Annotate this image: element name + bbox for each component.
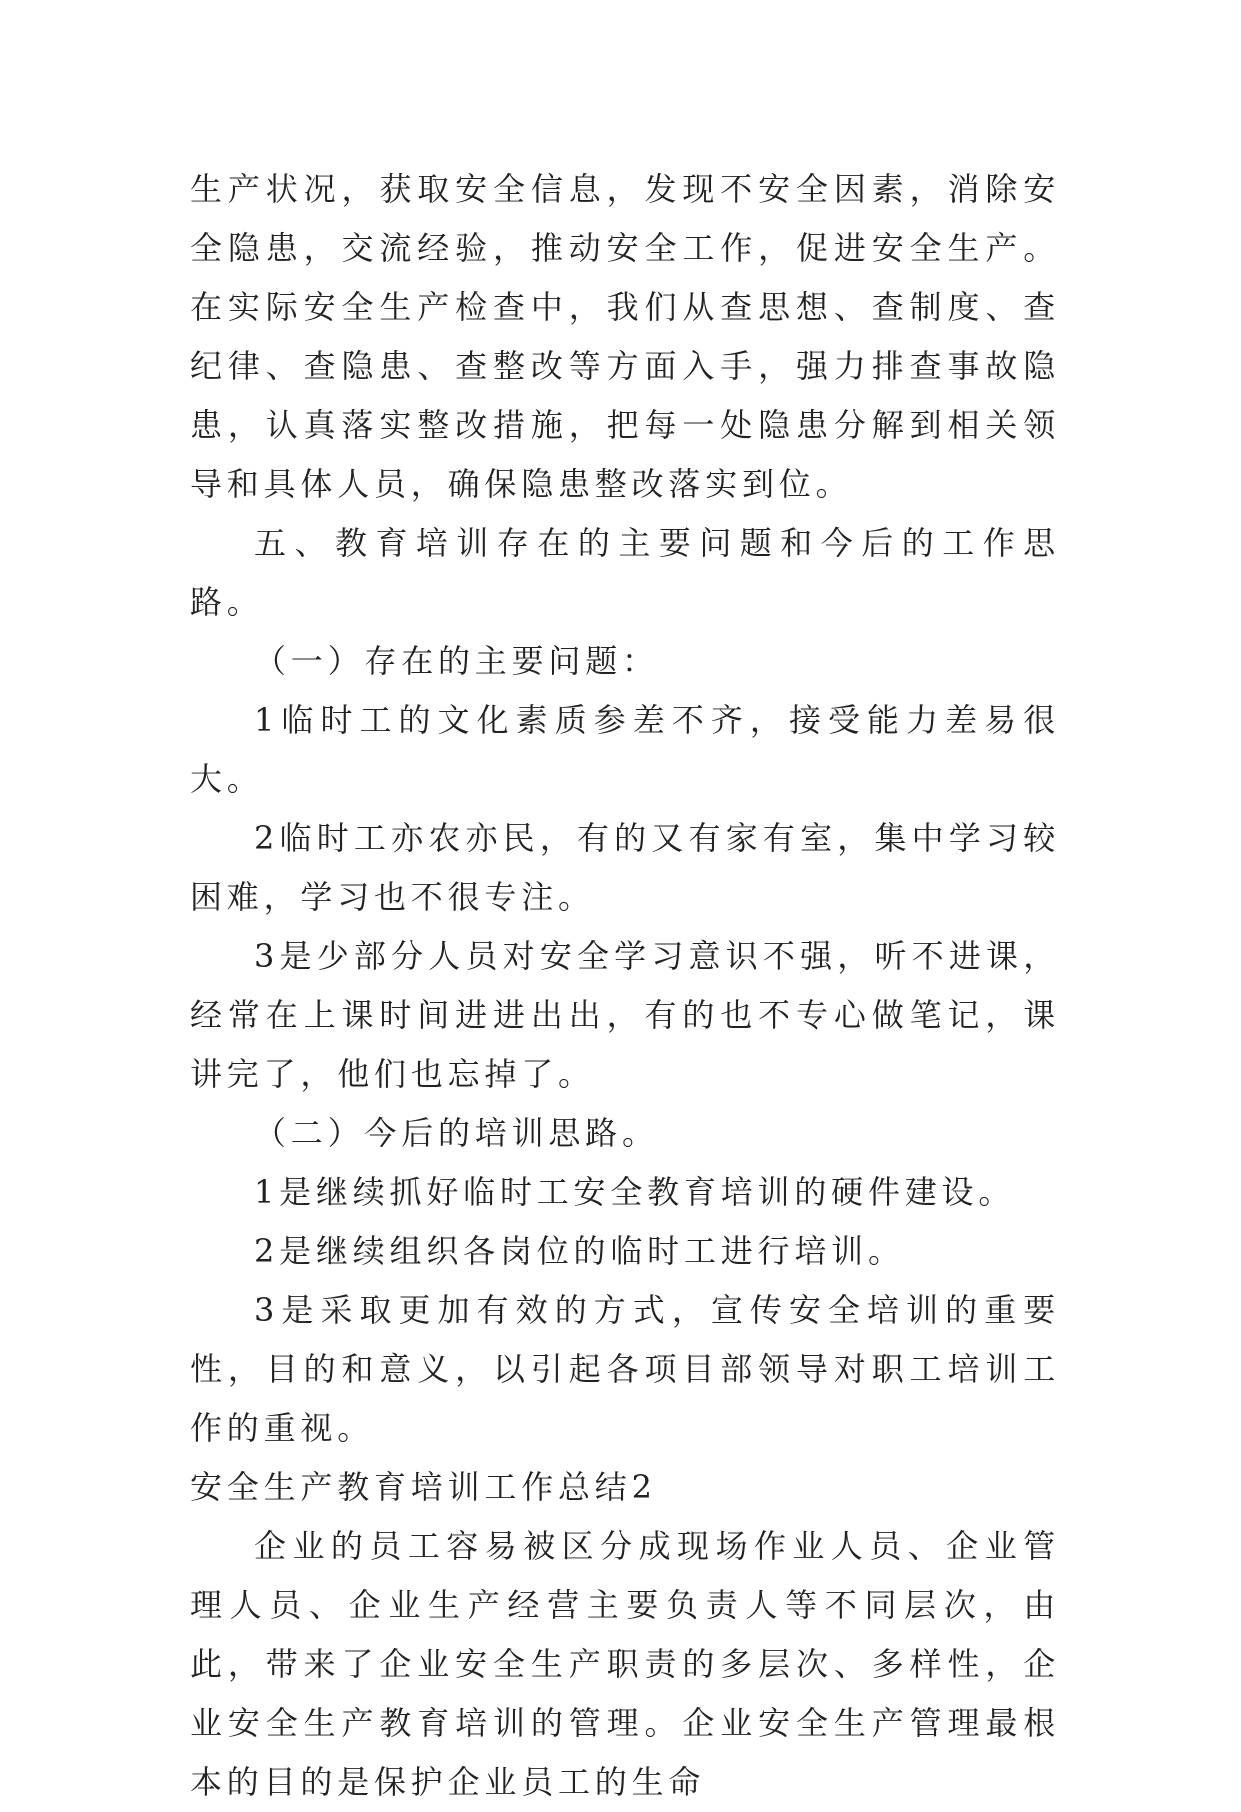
subsection-heading-training-ideas: （二）今后的培训思路。 [254, 1114, 659, 1152]
paragraph-employee-levels: 企业的员工容易被区分成现场作业人员、企业管理人员、企业生产经营主要负责人等不同层次，由此，带来了企业安全生产职责的多层次、多样性，企业安全生产教育培训的管理。企业安全生产管理最根本的目的是保护企业员工的生命 [190, 1527, 1060, 1801]
paragraph-safety-inspection: 生产状况，获取安全信息，发现不安全因素，消除安全隐患，交流经验，推动安全工作，促进安全生产。在实际安全生产检查中，我们从查思想、查制度、查纪律、查隐患、查整改等方面入手，强力排查事故隐患，认真落实整改措施，把每一处隐患分解到相关领导和具体人员，确保隐患整改落实到位。 [190, 170, 1060, 503]
problem-item-1: 1临时工的文化素质参差不齐，接受能力差易很大。 [190, 701, 1060, 798]
idea-item-3: 3是采取更加有效的方式，宣传安全培训的重要性，目的和意义，以引起各项目部领导对职工培训工作的重视。 [190, 1291, 1060, 1447]
problem-item-2: 2临时工亦农亦民，有的又有家有室，集中学习较困难，学习也不很专注。 [190, 819, 1060, 916]
document-body [190, 160, 1060, 1812]
idea-item-1: 1是继续抓好临时工安全教育培训的硬件建设。 [254, 1173, 1016, 1211]
summary-title-2: 安全生产教育培训工作总结2 [190, 1468, 657, 1506]
problem-item-3: 3是少部分人员对安全学习意识不强，听不进课，经常在上课时间进进出出，有的也不专心做笔记，课讲完了，他们也忘掉了。 [190, 937, 1060, 1093]
subsection-heading-main-problems: （一）存在的主要问题： [254, 642, 659, 680]
idea-item-2: 2是继续组织各岗位的临时工进行培训。 [254, 1232, 905, 1270]
section-heading-five: 五、教育培训存在的主要问题和今后的工作思路。 [190, 524, 1060, 621]
